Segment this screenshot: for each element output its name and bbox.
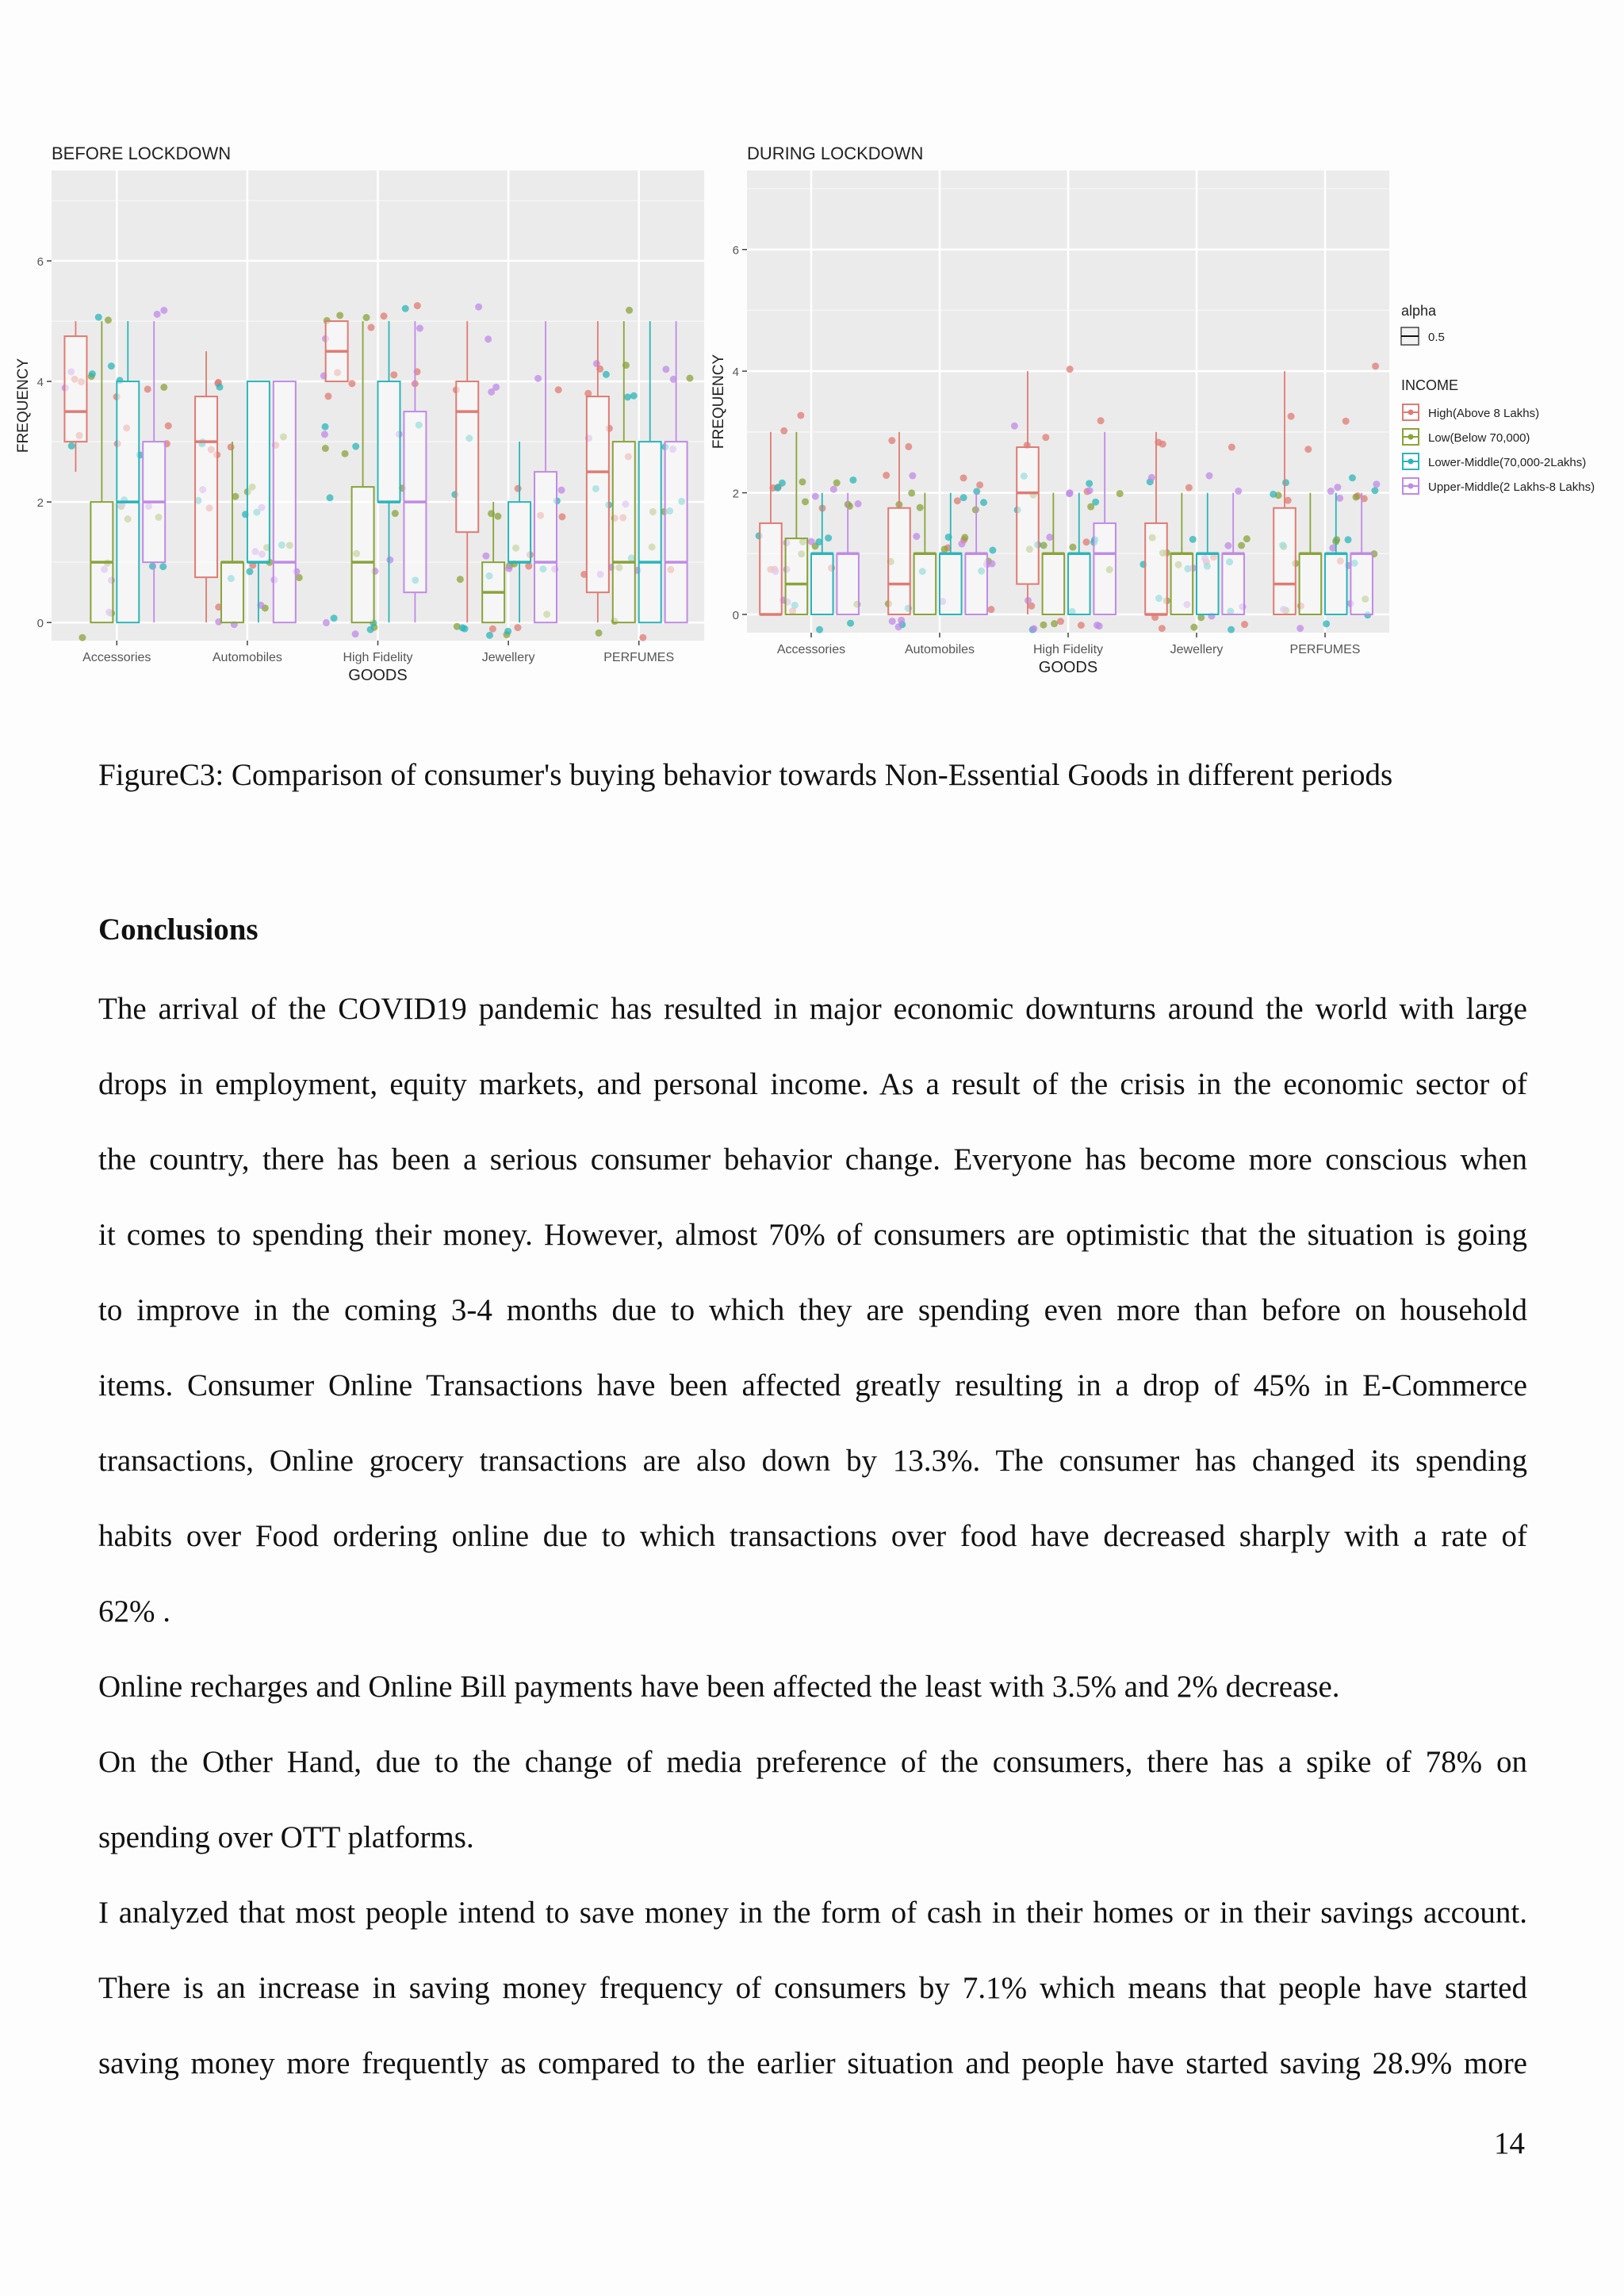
data-point [1270, 491, 1277, 498]
data-point [1159, 441, 1166, 448]
data-point [348, 380, 355, 387]
data-point [1086, 480, 1093, 487]
data-point [1042, 434, 1049, 441]
legend-alpha-title: alpha [1401, 303, 1437, 319]
legend-item-label: Lower-Middle(70,000-2Lakhs) [1428, 456, 1587, 469]
data-point [976, 481, 983, 488]
legend-item-label: Upper-Middle(2 Lakhs-8 Lakhs) [1428, 480, 1595, 494]
y-tick-label: 4 [36, 376, 44, 390]
data-point [825, 534, 832, 541]
data-point [1282, 479, 1289, 486]
box [613, 442, 635, 622]
data-point [323, 619, 330, 626]
data-point [686, 375, 693, 382]
x-tick-label: Accessories [776, 643, 846, 656]
data-point [89, 370, 96, 377]
data-point [1096, 622, 1103, 629]
x-tick-label: PERFUMES [603, 651, 675, 664]
data-point [149, 563, 156, 570]
box [1274, 508, 1296, 614]
data-point [1285, 497, 1292, 504]
data-point [1083, 538, 1090, 545]
y-tick-label: 2 [732, 487, 739, 501]
legend-key-point [1408, 434, 1414, 440]
data-point [1069, 544, 1076, 551]
box [914, 553, 936, 614]
data-point [331, 614, 338, 622]
data-point [1190, 624, 1197, 631]
legend-key-point [1408, 410, 1414, 415]
y-tick-label: 4 [732, 365, 739, 380]
body-text [98, 971, 1527, 2101]
data-point [414, 302, 421, 309]
data-point [797, 411, 804, 419]
box [1145, 523, 1167, 614]
data-point [1235, 488, 1242, 495]
data-point [363, 314, 370, 321]
data-point [624, 393, 631, 400]
data-point [1352, 493, 1359, 500]
data-point [954, 497, 961, 504]
boxplot-figure [8, 135, 1624, 706]
chart-title: BEFORE LOCKDOWN [52, 144, 232, 163]
data-point [1334, 484, 1341, 491]
data-point [367, 324, 374, 331]
box [64, 336, 86, 442]
legend-item-label: High(Above 8 Lakhs) [1428, 407, 1540, 420]
data-point [917, 504, 924, 511]
data-point [960, 474, 967, 481]
data-point [160, 384, 167, 391]
page-number: 14 [1494, 2126, 1525, 2160]
data-point [246, 568, 253, 575]
data-point [816, 626, 823, 633]
data-point [514, 624, 521, 631]
data-point [1116, 490, 1124, 497]
data-point [808, 538, 815, 545]
data-point [596, 629, 603, 637]
data-point [988, 561, 995, 568]
x-axis-label: GOODS [348, 667, 408, 684]
data-point [1373, 480, 1380, 488]
legend-key-point [1408, 484, 1414, 489]
data-point [352, 443, 359, 450]
y-tick-label: 6 [36, 255, 44, 270]
data-point [457, 576, 464, 583]
data-point [342, 450, 349, 457]
x-axis-label: GOODS [1038, 659, 1098, 676]
data-point [1371, 487, 1378, 494]
paragraph-line: spending over OTT platforms. [98, 1820, 474, 1854]
data-point [1349, 474, 1356, 481]
paragraph-line: drops in employment, equity markets, and personal income. As a result of the crisis in the economic sector of [98, 1067, 1527, 1101]
data-point [1372, 362, 1379, 369]
data-point [324, 392, 331, 400]
data-point [639, 634, 646, 641]
data-point [958, 541, 965, 548]
data-point [1011, 423, 1018, 430]
data-point [802, 498, 809, 505]
data-point [386, 557, 393, 564]
box [274, 381, 296, 622]
data-point [847, 620, 854, 627]
paragraph-line: The arrival of the COVID19 pandemic has resulted in major economic downturns around the world with large [98, 992, 1527, 1026]
legend-alpha-value: 0.5 [1428, 331, 1445, 344]
paragraph-line: 62% . [98, 1594, 170, 1628]
x-tick-label: Jewellery [481, 651, 535, 664]
data-point [154, 311, 161, 318]
data-point [79, 634, 86, 641]
data-point [662, 365, 669, 373]
data-point [1241, 621, 1248, 628]
data-point [105, 316, 112, 323]
x-tick-label: Automobiles [904, 643, 975, 656]
data-point [515, 485, 522, 492]
box [1197, 553, 1219, 614]
data-point [889, 618, 896, 625]
data-point [485, 335, 492, 342]
y-tick-label: 0 [732, 608, 739, 622]
data-point [1288, 413, 1295, 420]
box [888, 508, 910, 614]
box [247, 381, 270, 562]
data-point [1148, 474, 1155, 481]
paragraph-line: to improve in the coming 3-4 months due to which they are spending even more than before on household [98, 1293, 1527, 1327]
data-point [1067, 489, 1074, 496]
data-point [322, 423, 329, 430]
data-point [367, 626, 374, 633]
data-point [504, 628, 511, 635]
legend-key-point [1408, 459, 1414, 465]
data-point [830, 486, 837, 493]
box [837, 553, 859, 614]
data-point [1067, 365, 1074, 373]
figure-c3 [8, 135, 1624, 706]
data-point [494, 513, 501, 520]
data-point [1057, 618, 1064, 625]
data-point [558, 513, 565, 520]
data-point [888, 437, 895, 444]
box [1068, 553, 1090, 614]
box [221, 562, 243, 622]
data-point [883, 472, 890, 479]
x-tick-label: High Fidelity [1032, 643, 1104, 656]
y-axis-label: FREQUENCY [710, 354, 727, 450]
data-point [1086, 487, 1094, 494]
section-heading: Conclusions [98, 913, 259, 947]
box [378, 381, 400, 502]
data-point [855, 500, 862, 507]
box [1325, 553, 1347, 614]
data-point [895, 623, 902, 630]
y-tick-label: 2 [36, 496, 44, 511]
data-point [402, 305, 409, 312]
data-point [1228, 626, 1235, 633]
data-point [1185, 484, 1193, 492]
data-point [630, 392, 638, 400]
data-point [593, 360, 600, 367]
data-point [381, 312, 388, 320]
box [786, 538, 808, 614]
data-point [392, 510, 399, 517]
data-point [987, 606, 994, 613]
y-tick-label: 0 [36, 617, 44, 631]
data-point [160, 307, 167, 314]
box [352, 487, 374, 622]
data-point [909, 473, 916, 480]
box [760, 523, 782, 614]
data-point [1304, 446, 1312, 453]
paragraph-line: There is an increase in saving money frequency of consumers by 7.1% which means that people have started [98, 1971, 1527, 2005]
box [639, 442, 661, 622]
data-point [144, 385, 151, 392]
box [1222, 553, 1244, 614]
x-tick-label: PERFUMES [1289, 643, 1361, 656]
paragraph-line: items. Consumer Online Transactions have been affected greatly resulting in a drop of 45% in E-Commerce [98, 1368, 1527, 1402]
data-point [165, 423, 172, 430]
data-point [1092, 499, 1099, 506]
data-point [486, 632, 493, 639]
box [456, 381, 478, 532]
chart-title: DURING LOCKDOWN [747, 144, 924, 163]
data-point [1040, 622, 1047, 629]
data-point [68, 442, 75, 450]
data-point [1336, 495, 1343, 502]
chart-panel [47, 170, 704, 645]
data-point [849, 476, 856, 484]
data-point [1224, 542, 1231, 549]
data-point [603, 371, 610, 378]
data-point [488, 388, 495, 396]
paragraph-line: transactions, Online grocery transactions are also down by 13.3%. The consumer has changed its spending [98, 1444, 1527, 1478]
data-point [1030, 625, 1037, 632]
data-point [1238, 542, 1245, 549]
data-point [505, 565, 512, 572]
data-point [555, 386, 562, 393]
data-point [489, 626, 496, 633]
data-point [159, 563, 167, 570]
data-point [95, 314, 102, 321]
data-point [1323, 620, 1330, 627]
data-point [352, 630, 359, 637]
data-point [1345, 536, 1352, 543]
data-point [558, 487, 565, 494]
box [1017, 447, 1039, 584]
box [587, 396, 609, 592]
data-point [1327, 488, 1335, 495]
box [665, 442, 688, 622]
data-point [1342, 418, 1350, 425]
data-point [1206, 473, 1213, 480]
x-tick-label: High Fidelity [343, 651, 413, 664]
data-point [1078, 622, 1085, 629]
paragraph-line: the country, there has been a serious consumer behavior change. Everyone has become more conscious when [98, 1142, 1527, 1177]
box [940, 553, 962, 614]
paragraph-line: habits over Food ordering online due to which transactions over food have decreased sharply with a rate of [98, 1519, 1527, 1553]
data-point [1243, 535, 1251, 542]
box [195, 396, 217, 577]
data-point [833, 480, 841, 487]
data-point [799, 478, 806, 485]
box [534, 472, 557, 622]
data-point [1051, 620, 1058, 627]
data-point [980, 499, 987, 506]
data-point [228, 443, 235, 450]
chart-panel [742, 170, 1389, 637]
data-point [322, 445, 329, 452]
data-point [774, 484, 781, 492]
data-point [961, 534, 968, 541]
paragraph-line: I analyzed that most people intend to save money in the form of cash in their homes or in their savings account. [98, 1896, 1527, 1930]
paragraph-line: it comes to spending their money. However, almost 70% of consumers are optimistic that the situation is going [98, 1218, 1527, 1252]
data-point [905, 443, 912, 450]
data-point [941, 545, 948, 553]
data-point [321, 430, 328, 438]
data-point [216, 384, 224, 391]
box [1171, 553, 1193, 614]
data-point [336, 312, 343, 319]
y-tick-label: 6 [732, 243, 739, 258]
data-point [812, 492, 819, 499]
paragraph-line: saving money more frequently as compared to the earlier situation and people have started saving 28.9% more [98, 2046, 1527, 2080]
data-point [1228, 444, 1235, 451]
x-tick-label: Jewellery [1170, 643, 1224, 656]
data-point [989, 547, 996, 554]
data-point [898, 617, 905, 624]
legend-income-title: INCOME [1401, 377, 1458, 393]
box [1094, 523, 1116, 614]
paragraph-line: Online recharges and Online Bill payments have been affected the least with 3.5% and 2% decrease. [98, 1670, 1340, 1704]
data-point [108, 362, 115, 369]
data-point [908, 489, 915, 496]
data-point [1046, 534, 1053, 541]
x-tick-label: Automobiles [212, 651, 282, 664]
box [1350, 553, 1373, 614]
data-point [1297, 625, 1304, 632]
y-axis-label: FREQUENCY [15, 358, 32, 453]
data-point [390, 371, 397, 378]
box [508, 502, 530, 562]
data-point [475, 304, 482, 311]
data-point [1159, 625, 1166, 632]
data-point [913, 533, 920, 540]
data-point [960, 494, 967, 501]
data-point [780, 427, 787, 434]
data-point [626, 307, 633, 314]
data-point [462, 626, 469, 633]
box [1043, 553, 1065, 614]
box [811, 553, 833, 614]
paragraph-line: On the Other Hand, due to the change of media preference of the consumers, there has a spike of 78% on [98, 1745, 1527, 1779]
x-tick-label: Accessories [82, 651, 151, 664]
box [1300, 553, 1322, 614]
data-point [482, 553, 489, 560]
data-point [327, 494, 334, 501]
data-point [534, 375, 542, 382]
data-point [416, 325, 423, 332]
figure-caption: FigureC3: Comparison of consumer's buying behavior towards Non-Essential Goods in different periods [98, 758, 1393, 792]
data-point [1097, 417, 1105, 424]
data-point [1189, 536, 1197, 543]
legend-item-label: Low(Below 70,000) [1428, 431, 1530, 445]
box [965, 553, 987, 614]
